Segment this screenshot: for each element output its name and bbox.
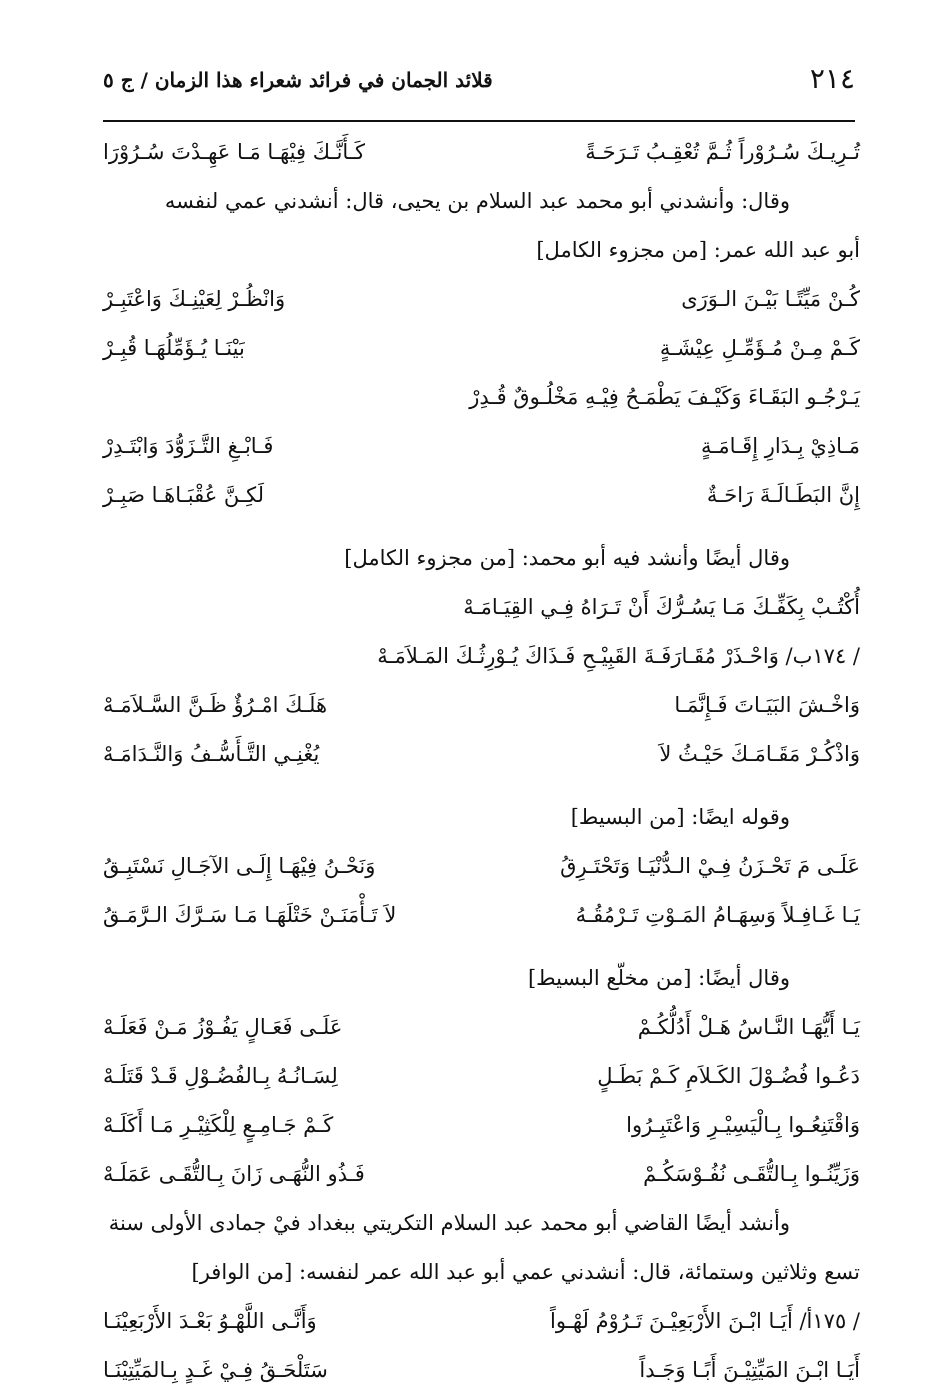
verse-line	[103, 1297, 860, 1346]
prose-line: وقوله ايضًا: [من البسيط]	[570, 805, 790, 829]
second-hemistich: سَتَلْحَـقُ فِـيْ غَـدٍ بِـالمَيِّتِيْنَـا	[103, 1358, 328, 1382]
verse-line	[103, 681, 860, 730]
second-hemistich: هَلَـكَ امْـرُؤٌ ظَـنَّ السَّـلاَمَـهْ	[103, 693, 328, 717]
first-hemistich: / ١٧٥أ/ أَيَـا ابْـنَ الأَرْبَعِيْـنَ تَـرُوْمُ لَهْـواً	[550, 1309, 860, 1333]
first-hemistich: / ١٧٤ب/ وَاحْـذَرْ مُقَـارَفَـةَ القَبِيْـحِ فَـذَاكَ يُـوْرِثُـكَ المَـلاَمَـهْ	[377, 644, 860, 668]
verse-line	[103, 373, 860, 422]
verse-line	[103, 1052, 860, 1101]
first-hemistich: أَيَـا ابْـنَ المَيِّتِيْـنَ أَبًـا وَجَـداً	[639, 1358, 860, 1382]
prose-line: أبو عبد الله عمر: [من مجزوء الكامل]	[536, 238, 860, 262]
page-body	[103, 128, 860, 1395]
running-title: قلائد الجمان في فرائد شعراء هذا الزمان / ج ٥	[103, 68, 493, 92]
first-hemistich: وَاخْـشَ البَيَـاتَ فَـإِنَّمَـا	[674, 693, 860, 717]
second-hemistich: وَنَحْـنُ فِيْهَـا إِلَـى الآجَـالِ نَسْتَبِـقُ	[103, 854, 376, 878]
second-hemistich: بَيْنَـا يُـؤَمِّلُهَـا قُبِـرْ	[103, 336, 245, 360]
prose-line: وقال أيضًا وأنشد فيه أبو محمد: [من مجزوء الكامل]	[344, 546, 790, 570]
first-hemistich: يَـا غَـافِـلاً وَسِهَـامُ المَـوْتِ تَـرْمُقُـهُ	[575, 903, 860, 927]
verse-line	[103, 324, 860, 373]
second-hemistich: وَانْظُـرْ لِعَيْنِـكَ وَاعْتَبِـرْ	[103, 287, 286, 311]
first-hemistich: كُـنْ مَيِّتًـا بَيْـنَ الـوَرَى	[681, 287, 860, 311]
second-hemistich: كَـمْ جَـامِـعٍ لِلْكَثِيْـرِ مَـا أَكَلَـهْ	[103, 1113, 334, 1137]
first-hemistich: دَعُـوا فُضُـوْلَ الكَـلاَمِ كَـمْ بَطَـلٍ	[597, 1064, 860, 1088]
section-gap	[103, 520, 860, 534]
prose-line: وقال: وأنشدني أبو محمد عبد السلام بن يحيى، قال: أنشدني عمي لنفسه	[164, 189, 790, 213]
verse-line	[103, 1346, 860, 1395]
second-hemistich: لَكِـنَّ عُقْبَـاهَـا صَبِـرْ	[103, 483, 265, 507]
verse-line	[103, 891, 860, 940]
verse-line	[103, 1003, 860, 1052]
first-hemistich: وَزَيِّنُـوا بِـالتُّقَـى نُفُـوْسَكُـمْ	[643, 1162, 860, 1186]
prose-line: تسع وثلاثين وستمائة، قال: أنشدني عمي أبو عبد الله عمر لنفسه: [من الوافر]	[191, 1260, 860, 1284]
verse-line	[103, 730, 860, 779]
section-gap	[103, 779, 860, 793]
first-hemistich: مَـاذِيْ بِـدَارِ إِقَـامَـةٍ	[700, 434, 860, 458]
first-hemistich: أُكْتُـبْ بِكَفِّـكَ مَـا يَسُـرُّكَ أَنْ تَـرَاهُ فِـي القِيَـامَـهْ	[463, 595, 860, 619]
first-hemistich: كَـمْ مِـنْ مُـؤَمِّـلِ عِيْشَـةٍ	[659, 336, 860, 360]
prose-line: وأنشد أيضًا القاضي أبو محمد عبد السلام التكريتي ببغداد فيْ جمادى الأولى سنة	[108, 1211, 790, 1235]
prose-line: وقال أيضًا: [من مخلّع البسيط]	[527, 966, 790, 990]
second-hemistich: لاَ تَـأْمَنَـنْ خَتْلَهَـا مَـا سَـرَّكَ الـرَّمَـقُ	[103, 903, 397, 927]
first-hemistich: وَاقْتَنِعُـوا بِـالْيَسِيْـرِ وَاعْتَبِـرُوا	[626, 1113, 860, 1137]
verse-line	[103, 842, 860, 891]
second-hemistich: عَلَـى فَعَـالٍ يَفُـوْزُ مَـنْ فَعَلَـهْ	[103, 1015, 343, 1039]
first-hemistich: تُـرِيـكَ سُـرُوْراً ثُـمَّ تُعْقِـبُ تَـرَحَـةً	[585, 140, 860, 164]
verse-line	[103, 128, 860, 177]
first-hemistich: إِنَّ البَطَـالَـةَ رَاحَـةٌ	[706, 483, 860, 507]
first-hemistich: وَاذْكُـرْ مَقَـامَـكَ حَيْـثُ لاَ	[659, 742, 860, 766]
page-header	[103, 62, 855, 112]
second-hemistich: لِسَـانُـهُ بِـالفُضُـوْلِ قَـدْ قَتَلَـهْ	[103, 1064, 338, 1088]
verse-line	[103, 583, 860, 632]
verse-line	[103, 471, 860, 520]
first-hemistich: يَـرْجُـو البَقَـاءَ وَكَيْـفَ يَطْمَـحُ فِيْـهِ مَخْلُـوقٌ قُـدِرْ	[469, 385, 860, 409]
verse-line	[103, 632, 860, 681]
verse-line	[103, 1150, 860, 1199]
section-gap	[103, 940, 860, 954]
second-hemistich: كَـأَنَّـكَ فِيْهَـا مَـا عَهِـدْتَ سُـرُوْرَا	[103, 140, 365, 164]
second-hemistich: فَـذُو النُّهَـى زَانَ بِـالتُّقَـى عَمَلَـهْ	[103, 1162, 365, 1186]
verse-line	[103, 275, 860, 324]
second-hemistich: وَأَنَّـى اللَّهْـوُ بَعْـدَ الأَرْبَعِيْنَـا	[103, 1309, 317, 1333]
second-hemistich: يُغْنِـي التَّـأَسُّـفُ وَالنَّـدَامَـهْ	[103, 742, 320, 766]
second-hemistich: فَـابْـغِ التَّـزَوُّدَ وَابْتَـدِرْ	[103, 434, 274, 458]
verse-line	[103, 1101, 860, 1150]
first-hemistich: يَـا أَيُّهَـا النَّـاسُ هَـلْ أَدُلُّكُـمْ	[637, 1015, 860, 1039]
page-number: ٢١٤	[809, 62, 855, 95]
verse-line	[103, 422, 860, 471]
header-rule	[103, 120, 855, 122]
first-hemistich: عَلَـى مَ تَحْـزَنُ فِـيْ الـدُّنْيَـا وَتَحْتَـرِقُ	[560, 854, 860, 878]
